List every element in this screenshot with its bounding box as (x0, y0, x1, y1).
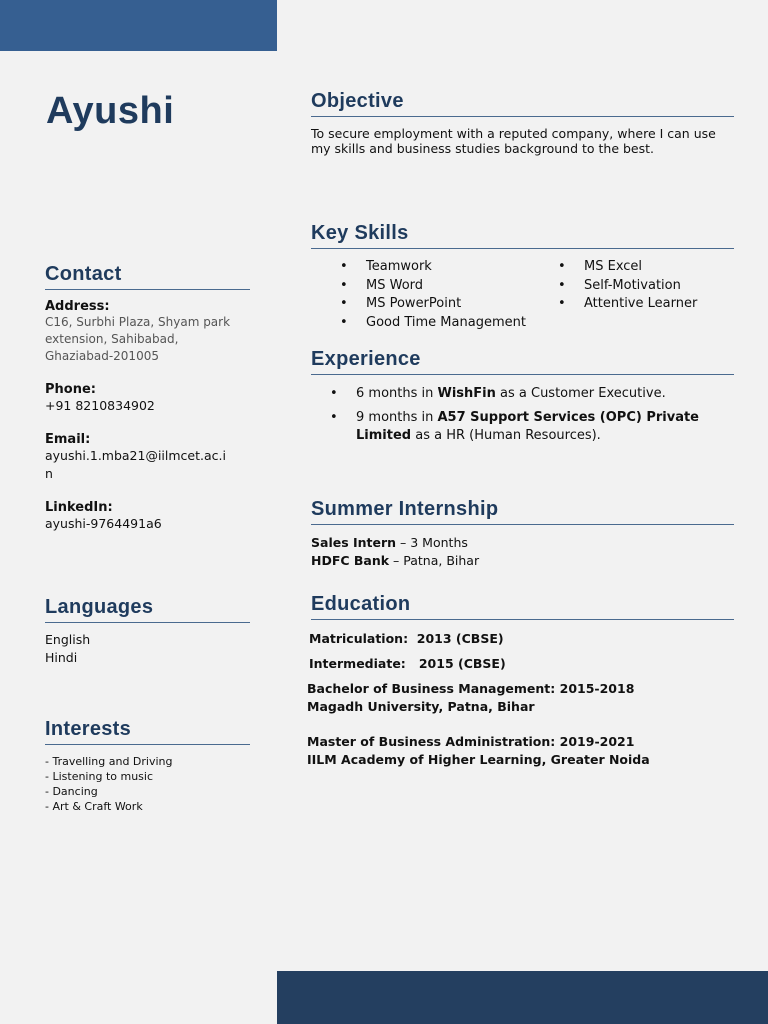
interests-heading: Interests (45, 718, 250, 745)
language-item: English (45, 632, 91, 647)
education-matric: Matriculation: 2013 (CBSE) (309, 631, 504, 646)
experience-text: as a HR (Human Resources). (411, 428, 601, 443)
skill-item: • Attentive Learner (558, 295, 740, 314)
experience-text: as a Customer Executive. (495, 386, 666, 401)
key-skills-heading: Key Skills (311, 222, 734, 249)
interest-item: - Art & Craft Work (45, 800, 143, 813)
skill-item: • Good Time Management (340, 314, 558, 333)
phone-label: Phone: (45, 382, 96, 397)
skill-item: • Teamwork (340, 258, 558, 277)
objective-text: To secure employment with a reputed company, where I can use my skills and business studies background to the best. (311, 126, 716, 156)
bottom-accent-bar (277, 971, 768, 1024)
interests-list (45, 754, 173, 814)
languages-list (45, 631, 90, 667)
experience-heading: Experience (311, 348, 734, 375)
contact-heading: Contact (45, 263, 250, 290)
interest-item: - Listening to music (45, 770, 154, 783)
education-bachelor (307, 680, 634, 716)
skill-item: • MS Word (340, 277, 558, 296)
skill-item: • MS Excel (558, 258, 740, 277)
candidate-name: Ayushi (46, 90, 175, 132)
email-value: ayushi.1.mba21@iilmcet.ac.in (45, 448, 226, 481)
internship-role-line (311, 534, 479, 552)
experience-text: 9 months in (356, 410, 438, 425)
internship-role: Sales Intern (311, 535, 397, 550)
interest-item: - Travelling and Driving (45, 755, 173, 768)
experience-org: WishFin (437, 386, 496, 401)
experience-text: 6 months in (356, 386, 438, 401)
phone-value: +91 8210834902 (45, 398, 155, 413)
address-value: C16, Surbhi Plaza, Shyam park extension, Sahibabad, Ghaziabad-201005 (45, 315, 231, 363)
linkedin-value: ayushi-9764491a6 (45, 516, 162, 531)
interest-item: - Dancing (45, 785, 98, 798)
experience-item (330, 409, 740, 445)
contact-section (45, 299, 245, 533)
skill-item: • Self-Motivation (558, 277, 740, 296)
internship-duration: – 3 Months (396, 535, 468, 550)
address-label: Address: (45, 299, 110, 314)
education-heading: Education (311, 593, 734, 620)
internship-heading: Summer Internship (311, 498, 734, 525)
skills-list (340, 258, 740, 332)
internship-location: – Patna, Bihar (389, 553, 480, 568)
education-master (307, 733, 650, 769)
education-intermediate: Intermediate: 2015 (CBSE) (309, 656, 506, 671)
internship-company: HDFC Bank (311, 553, 390, 568)
experience-org: A57 Support Services (OPC) Private Limited (356, 410, 699, 443)
experience-item (330, 385, 740, 403)
languages-heading: Languages (45, 596, 250, 623)
bachelor-degree: Bachelor of Business Management: 2015-2018 (307, 681, 635, 696)
experience-list (330, 385, 740, 451)
master-degree: Master of Business Administration: 2019-2021 (307, 734, 635, 749)
bachelor-institution: Magadh University, Patna, Bihar (307, 699, 535, 714)
top-accent-bar (0, 0, 277, 51)
objective-heading: Objective (311, 90, 734, 117)
internship-company-line (311, 552, 479, 570)
language-item: Hindi (45, 650, 78, 665)
master-institution: IILM Academy of Higher Learning, Greater Noida (307, 752, 650, 767)
internship-section (311, 534, 479, 570)
skill-item: • MS PowerPoint (340, 295, 558, 314)
linkedin-label: LinkedIn: (45, 500, 113, 515)
email-label: Email: (45, 432, 91, 447)
